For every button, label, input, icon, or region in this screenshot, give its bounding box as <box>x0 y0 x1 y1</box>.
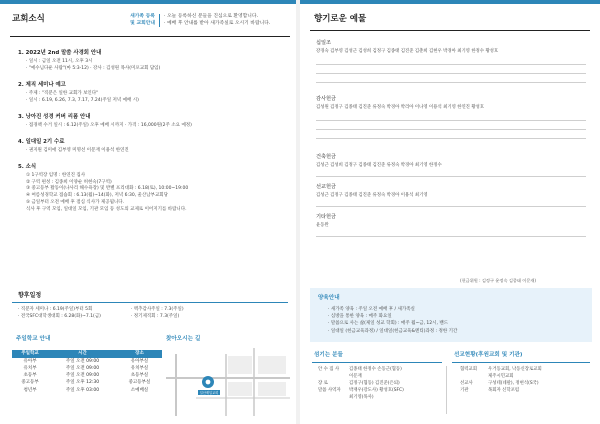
top-accent-bar <box>0 0 300 4</box>
table-row <box>12 365 162 372</box>
news-title: 5. 소식 <box>18 163 37 170</box>
nurture-box <box>310 288 592 342</box>
schedule-item: · 정기제직회 : 7.3(주일) <box>130 314 180 320</box>
offering-category: 감사헌금 <box>316 96 337 102</box>
servers-title: 섬기는 분들 <box>314 352 343 358</box>
offering-block <box>316 90 586 154</box>
list-item: 제주시민교회 <box>488 374 514 380</box>
table-row <box>12 380 162 387</box>
table-cell: 주일 오후 03:00 <box>65 387 100 393</box>
offering-category: 십일조 <box>316 40 332 46</box>
offering-category: 기타헌금 <box>316 214 337 220</box>
table-cell: 유치부 <box>23 365 37 371</box>
news-title: 4. 일대일 2기 수료 <box>18 138 65 145</box>
table-cell: 유아부실 <box>130 358 149 364</box>
table-header-row <box>12 350 162 358</box>
table-cell: 중고등부 <box>21 380 39 386</box>
news-line: ① 1구역장 임명 : 한연진 집사 <box>26 172 86 178</box>
offering-block <box>316 154 586 184</box>
offering-block <box>316 184 586 214</box>
list-item: 기관 목회자 신학포럼 <box>460 388 520 394</box>
table-header: 시간 <box>48 350 117 358</box>
table-row <box>12 387 162 394</box>
table-row <box>12 373 162 380</box>
offering-category: 선교헌금 <box>316 184 337 190</box>
offering-note: (헌금위원 : 김정구 윤정숙 김종태 이문재) <box>460 278 537 283</box>
schedule <box>18 306 288 320</box>
nurture-item: · 일대일 (헌금교육과정) / 일대일(헌금교육&멘티)과정 : 정한 기간 <box>328 328 458 334</box>
list-item: 최기영(목사) <box>349 395 374 401</box>
church-map-label: 일산제일교회 <box>199 390 219 395</box>
list-item: 선교사 구성테(네팔), 정현석(S국) <box>460 381 539 387</box>
schedule-item: · 전국SFC대학생대회 : 6.28(화)~7.1(금) <box>18 314 101 320</box>
table-cell: 초등부실 <box>130 373 149 379</box>
table-cell: 소예배실 <box>130 387 149 393</box>
news-item <box>18 50 288 73</box>
page-title: 향기로운 예물 <box>314 14 367 24</box>
missions-list <box>460 366 590 394</box>
directions-title: 찾아오시는 길 <box>166 336 201 342</box>
offering-block <box>316 40 586 90</box>
servers-list <box>318 366 448 401</box>
list-item: 이문재 <box>349 374 362 380</box>
top-accent-bar <box>300 0 600 4</box>
offering-names: 김성근 김정구 김종태 김진준 류정숙 박경아 이용석 최기영 <box>316 193 428 199</box>
nurture-item: · 심방을 통한 양육 : 매주 화요일 <box>328 314 392 320</box>
list-item: 장 로 김정구(협동) 김진준(은퇴) <box>318 381 400 387</box>
news-title: 3. 낭아진 성경 커버 리폼 안내 <box>18 113 91 120</box>
offerings-list <box>316 40 586 244</box>
news-item <box>18 139 288 155</box>
news-line: · 일시 : 금일 오전 11시, 오후 3시 <box>26 59 93 65</box>
schedule-title: 향후일정 <box>18 292 42 299</box>
header-rule <box>310 30 590 31</box>
table-cell: 초등부 <box>23 373 37 379</box>
news-title: 1. 2022년 2nd 말씀 사경회 안내 <box>18 50 102 56</box>
list-item: 안 수 집 사 김종태 한정수 손동근(협동) <box>318 367 402 372</box>
news-line: · 권지원 김미애 김부영 미명선 이문재 이용석 한연진 <box>26 147 129 153</box>
welcome-msg-1: · 오늘 등록하신 분들을 진심으로 환영합니다. <box>164 14 259 19</box>
missions-title: 선교현황(후원교회 및 기관) <box>454 352 523 358</box>
table-cell: 주일 오전 09:00 <box>65 358 100 364</box>
news-line: · 일시 : 6.19, 6.26, 7.3, 7.17, 7.24(주일 저녁 예배 시) <box>26 97 139 103</box>
table-cell: 주일 오전 09:00 <box>65 365 100 371</box>
news-line: ⑤ 금일부터 오전 예배 후 점심 식사가 제공됩니다. <box>26 199 125 205</box>
news-item <box>18 164 288 214</box>
sunday-school-table <box>12 350 162 394</box>
header-rule <box>10 36 290 37</box>
welcome-label-1: 새가족 등록 <box>130 14 155 19</box>
news-item <box>18 82 288 105</box>
table-cell: 유치부실 <box>130 365 149 371</box>
table-cell: 주일 오전 09:00 <box>65 373 100 379</box>
table-cell: 청년부 <box>23 387 37 393</box>
table-header: 장소 <box>117 350 162 358</box>
column-divider <box>446 366 447 414</box>
servers-rule <box>312 362 442 363</box>
news-line: ③ 중고등부 활동이(나사리 해수욕장) 및 반별 프리대화 : 6.18(토), 10:00~19:00 <box>26 186 189 192</box>
schedule-item: · 직분자 세미나 : 6.19(주일)부터 5회 <box>18 307 93 312</box>
missions-rule <box>452 362 590 363</box>
directions-map <box>166 348 290 416</box>
table-header: 주일학교 <box>12 350 48 358</box>
sunday-school-title: 주일학교 안내 <box>16 336 51 342</box>
news-line: · 접경책 수거 일시 : 6.12(주일) 오후 예배 시까지 · 가격 : 16,000원(2주 소요 예정) <box>26 122 192 128</box>
offering-names: 강경숙 김부영 김성근 김성희 김정구 김종태 김진준 김춘희 김현우 박경아 최기영 한정수 황성호 <box>316 49 499 55</box>
welcome-divider <box>159 14 160 27</box>
schedule-rule <box>12 302 288 303</box>
table-cell: 중고등부실 <box>128 380 151 386</box>
page-title: 교회소식 <box>12 14 45 24</box>
offering-names: 윤동완 <box>316 223 329 229</box>
offering-names: 김성원 김정구 김종태 김진준 류정숙 박경아 박리아 이나영 이용석 최기영 한연진 황성호 <box>316 105 485 111</box>
news-line: ④ 여름성경학교 접습회 : 6.13(월)~14(화), 저녁 6:30, 울산남부교회당 <box>26 193 169 199</box>
news-line: · "예수님다운 사람"(마 5:3-12) · 강사 : 김성원 목사(미포교회 담임) <box>26 66 161 72</box>
welcome-box <box>111 14 291 27</box>
nurture-item: · 새가족 양육 : 주일 오전 예배 후 / 새가족실 <box>328 307 415 312</box>
welcome-label-2: 및 교회안내 <box>130 20 155 26</box>
news-list <box>18 50 288 222</box>
list-item: 협력교회 우거동교회, 낙동신장로교회 <box>460 367 542 372</box>
news-line: 식사 후 구역 모임, 일대일 모임, 기관 모임 등 성도의 교제로 이어지기를 바랍니다. <box>26 206 187 212</box>
table-cell: 유아부 <box>23 358 37 364</box>
nurture-item: · 말씀으로 사는 삶(제일 성교 학회) : 매주 월~금, 12시, 밴드 <box>328 321 449 327</box>
schedule-item: · 맥추감사주일 : 7.3(주일) <box>130 307 184 312</box>
news-title: 2. 제직 세미나 예고 <box>18 81 66 88</box>
table-row <box>12 358 162 365</box>
offering-category: 건축헌금 <box>316 154 337 160</box>
news-item <box>18 114 288 130</box>
offering-block <box>316 214 586 244</box>
news-line: · 주제 : "직분은 일한 교회가 보인다" <box>26 91 99 97</box>
nurture-title: 양육안내 <box>318 295 340 301</box>
list-item: 말씀 사역자 박재우(강도사) 황성호(SFC) <box>318 388 404 394</box>
news-line: ② 구역 편성 : 김종희 이양순 허현숙(7구역) <box>26 179 112 185</box>
offering-names: 김성근 김성희 김정구 김종태 김진준 류정숙 박경아 최기영 한정수 <box>316 163 442 169</box>
table-cell: 주일 오후 12:30 <box>65 380 100 386</box>
welcome-msg-2: · 예배 후 안내를 받아 새가족실로 오시기 바랍니다. <box>164 20 271 26</box>
right-page <box>300 0 600 424</box>
